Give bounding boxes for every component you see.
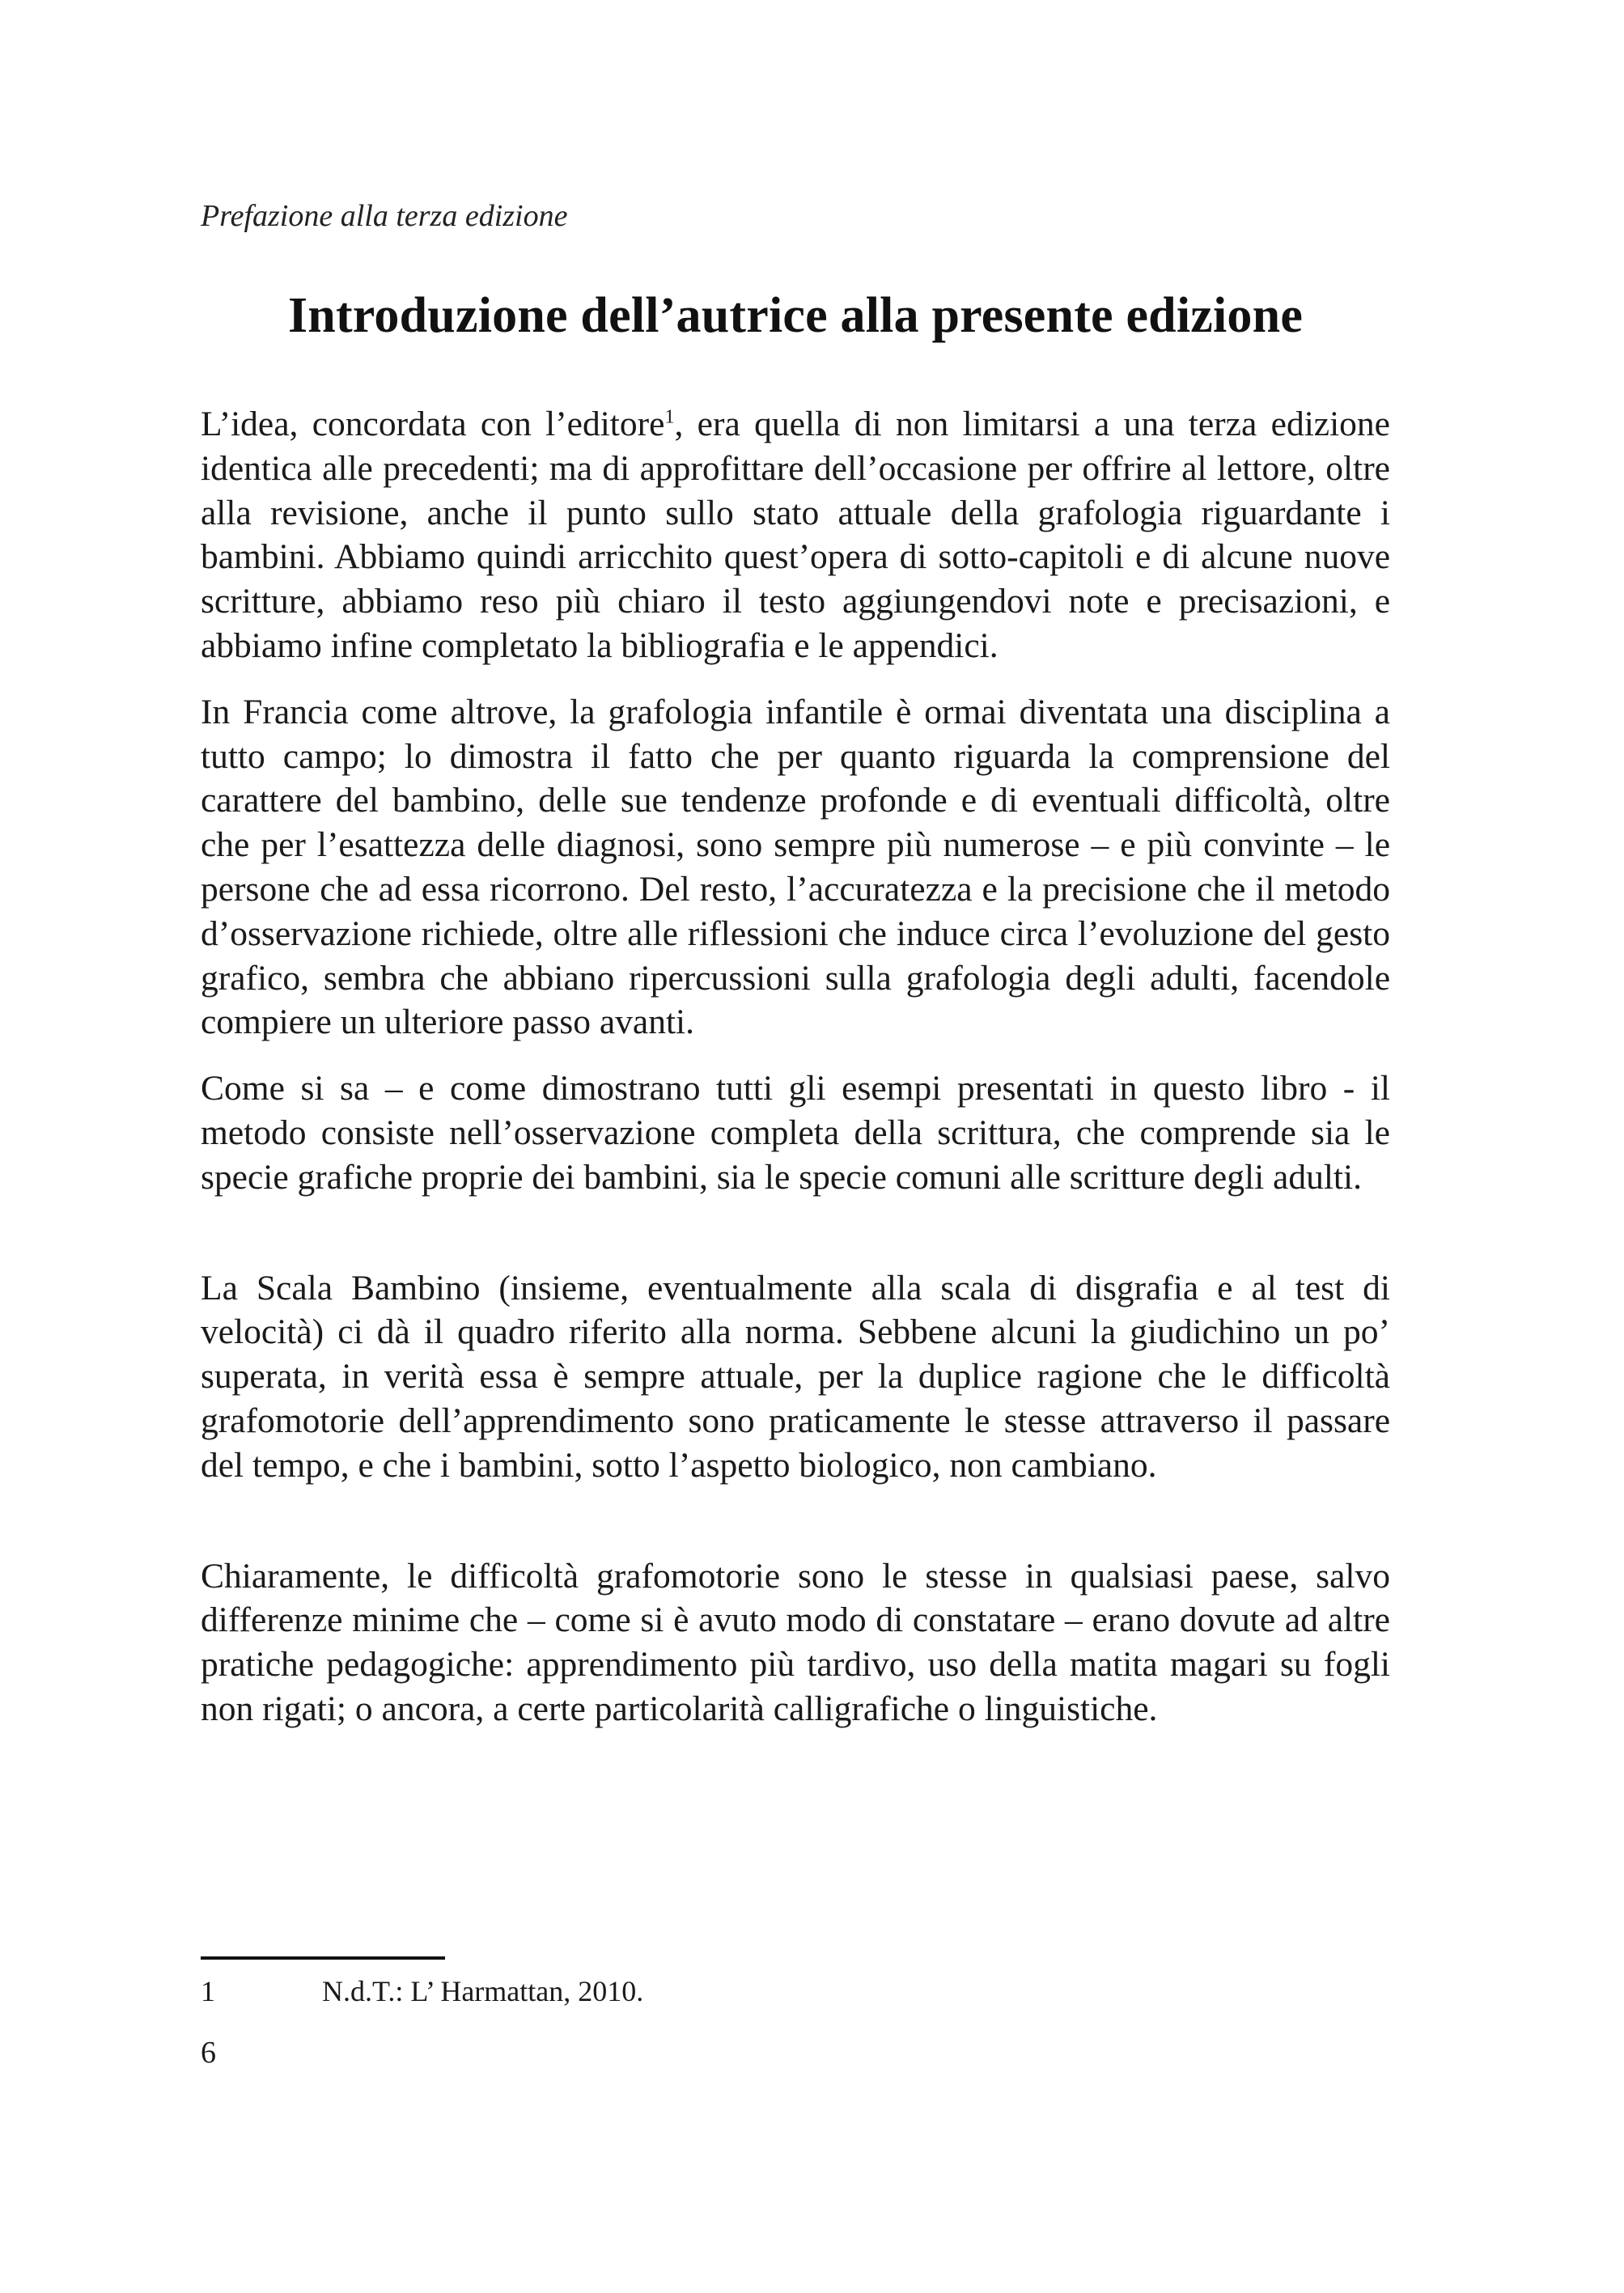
paragraph-1-text-end: , era quella di non limitarsi a una terza edizione identica alle precedenti; ma di approfittare dell’occasione per offrire al lettore, oltre alla revisione, anche il punto sullo stato attuale della grafologia riguardante i bambini. Abbiamo quindi arricchito quest’opera di sotto-capitoli e di alcune nuove scritture, abbiamo reso più chiaro il testo aggiungendovi note e precisazioni, e abbiamo infine completato la bibliografia e le appendici. xyxy=(201,405,1390,665)
footnote-text: N.d.T.: L’ Harmattan, 2010. xyxy=(322,1975,644,2007)
body-text xyxy=(201,402,1390,1731)
footnote-reference: 1 xyxy=(664,406,675,428)
paragraph-1 xyxy=(201,402,1390,668)
page-number: 6 xyxy=(201,2036,216,2070)
footnote-separator xyxy=(201,1956,445,1960)
footnote-number: 1 xyxy=(201,1975,215,2007)
paragraph-5: Chiaramente, le difficoltà grafomotorie sono le stesse in qualsiasi paese, salvo differenze minime che – come si è avuto modo di constatare – erano dovute ad altre pratiche pedagogiche: apprendimento più tardivo, uso della matita magari su fogli non rigati; o ancora, a certe particolarità calligrafiche o linguistiche. xyxy=(201,1556,1390,1728)
paragraph-1-text-start: L’idea, concordata con l’editore xyxy=(201,405,665,443)
paragraph-4: La Scala Bambino (insieme, eventualmente alla scala di disgrafia e al test di velocità) ci dà il quadro riferito alla norma. Sebbene alcuni la giudichino un po’ superata, in verità essa è sempre attuale, per la duplice ragione che le difficoltà grafomotorie dell’apprendimento sono praticamente le stesse attraverso il passare del tempo, e che i bambini, sotto l’aspetto biologico, non cambiano. xyxy=(201,1268,1390,1485)
footnote-1 xyxy=(201,1974,643,2008)
running-header: Prefazione alla terza edizione xyxy=(201,199,568,233)
paragraph-3: Come si sa – e come dimostrano tutti gli esempi presentati in questo libro - il metodo consiste nell’osservazione completa della scrittura, che comprende sia le specie grafiche proprie dei bambini, sia le specie comuni alle scritture degli adulti. xyxy=(201,1069,1390,1197)
paragraph-2: In Francia come altrove, la grafologia infantile è ormai diventata una disciplina a tutto campo; lo dimostra il fatto che per quanto riguarda la comprensione del carattere del bambino, delle sue tendenze profonde e di eventuali difficoltà, oltre che per l’esattezza delle diagnosi, sono sempre più numerose – e più convinte – le persone che ad essa ricorrono. Del resto, l’accuratezza e la precisione che il metodo d’osservazione richiede, oltre alle riflessioni che induce circa l’evoluzione del gesto grafico, sembra che abbiano ripercussioni sulla grafologia degli adulti, facendole compiere un ulteriore passo avanti. xyxy=(201,692,1390,1042)
chapter-title: Introduzione dell’autrice alla presente edizione xyxy=(287,288,1304,343)
